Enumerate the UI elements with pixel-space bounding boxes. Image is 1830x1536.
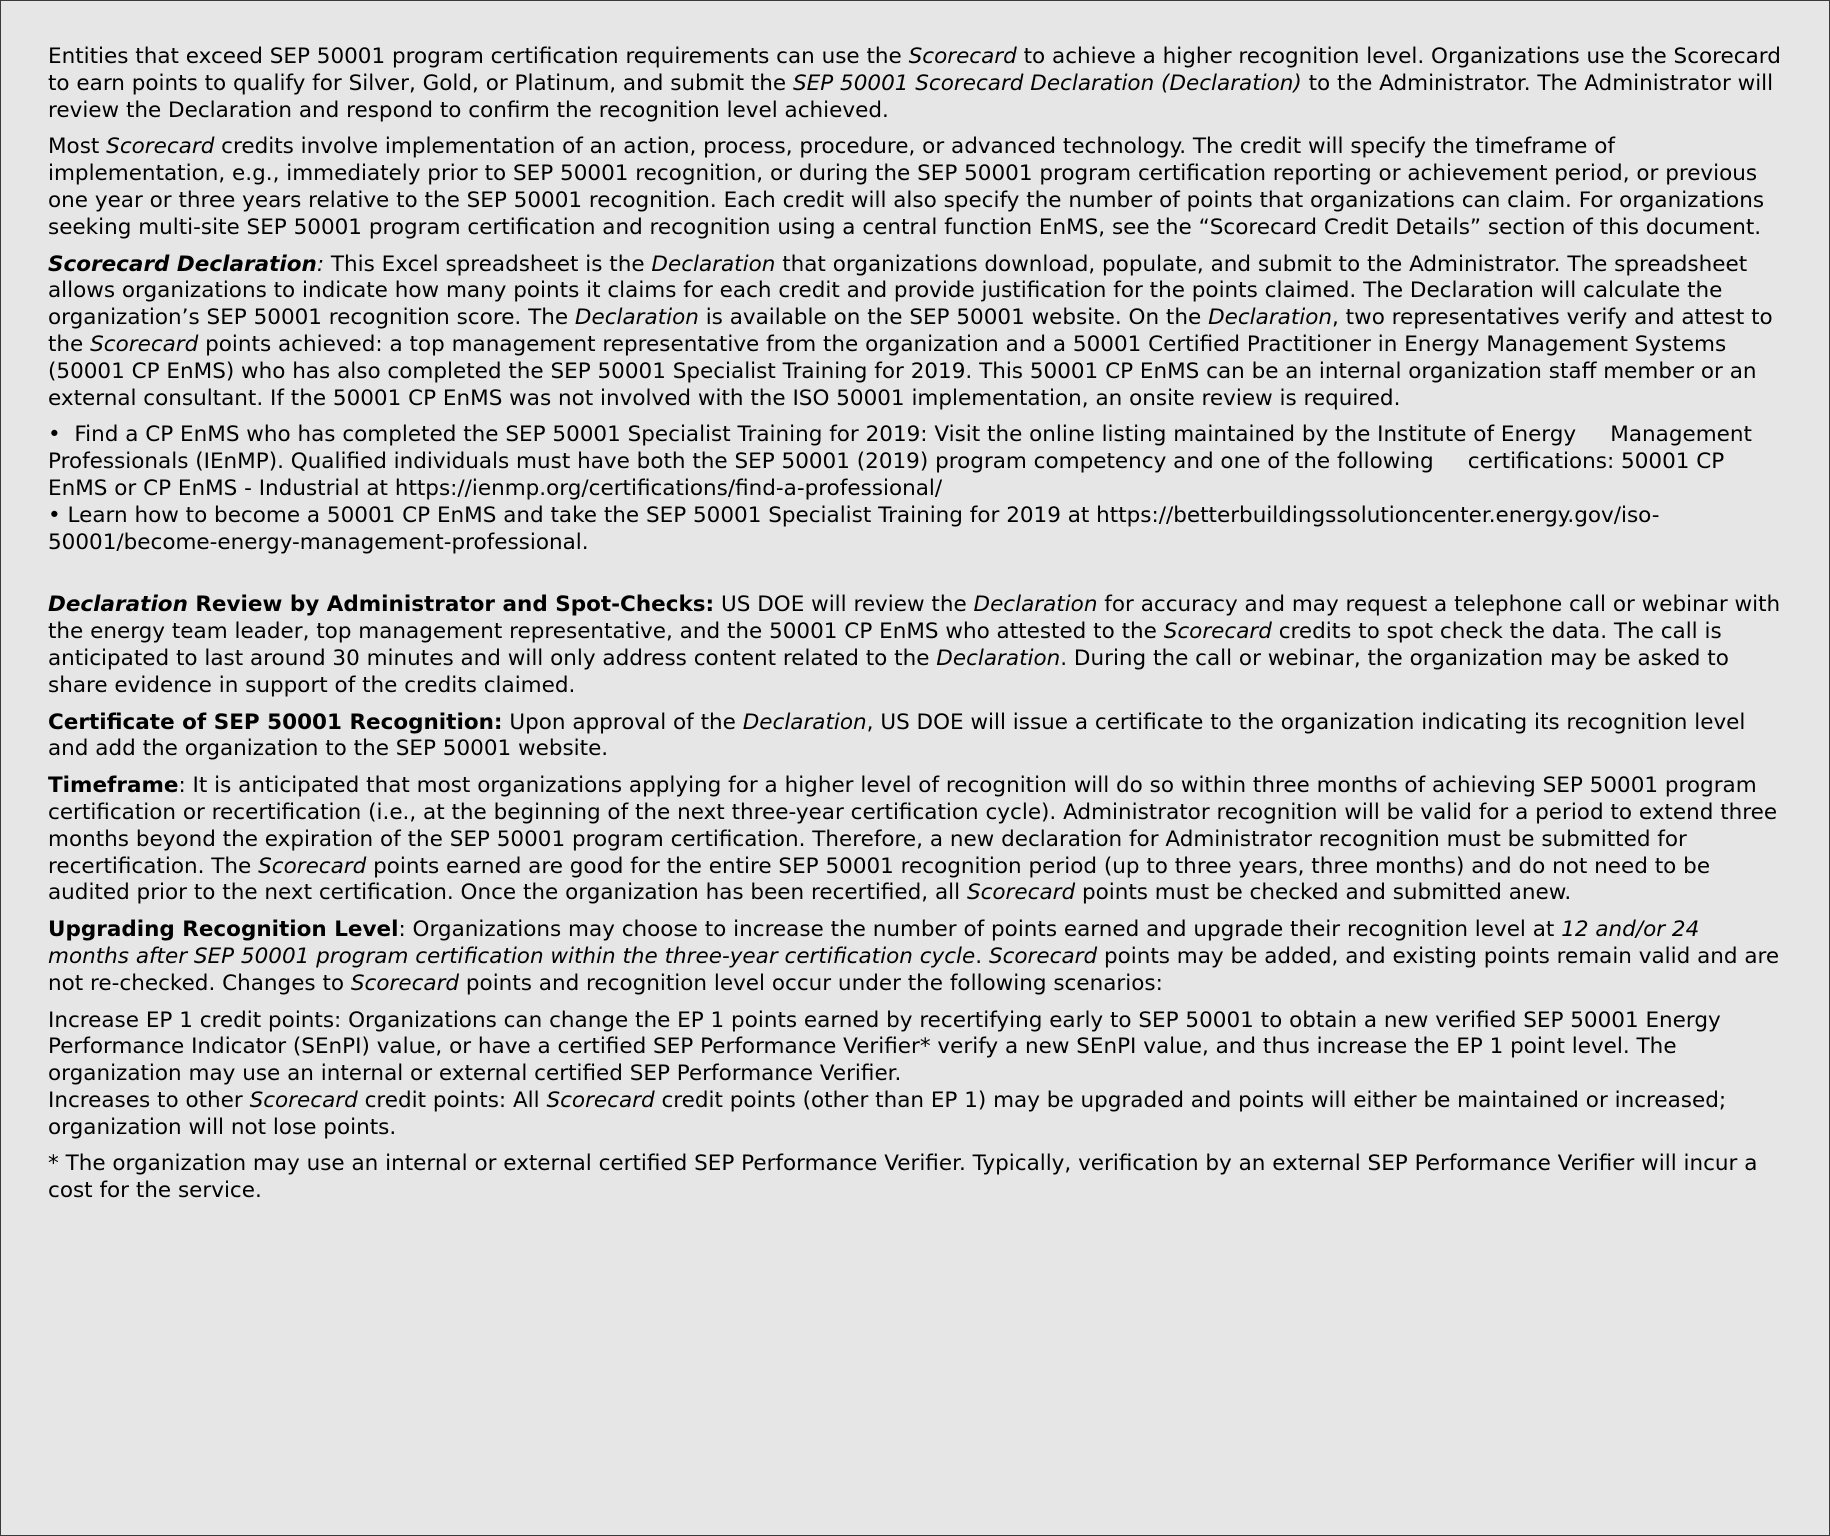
- intro-paragraph: Entities that exceed SEP 50001 program certification requirements can use the Scorecard to achieve a higher recognition level. Organizations use the Scorecard to earn points to qualify for Silver, Gold, or Platinum, and submit the SEP 50001 Scorecard Declaration (Declaration) to the Administrator. The Administrator will review the Declaration and respond to confirm the recognition level achieved.: [48, 44, 1781, 123]
- other-credits-paragraph: Increases to other Scorecard credit points: All Scorecard credit points (other than EP 1) may be upgraded and points will either be maintained or increased; organization will not lose points.: [48, 1087, 1727, 1140]
- upgrading-heading: Upgrading Recognition Level: [48, 917, 399, 943]
- bullet-item: • Find a CP EnMS who has completed the SEP 50001 Specialist Training for 2019: Visit the online listing maintained by the Institute of Energy Management Professionals (IEnMP). Qualified individuals must have both the SEP 50001 (2019) program competency and one of the following certifications: 50001 CP EnMS or CP EnMS - Industrial at https://ienmp.org/certifications/find-a-professional/: [48, 422, 1759, 501]
- scorecard-declaration-heading: Scorecard Declaration: [48, 251, 317, 277]
- bullet-item: • Learn how to become a 50001 CP EnMS and take the SEP 50001 Specialist Training for 2019 at https://betterbuildingssolutioncenter.energy.gov/iso-50001/become-energy-management-professional.: [48, 502, 1660, 555]
- credits-paragraph: Most Scorecard credits involve implementation of an action, process, procedure, or advanced technology. The credit will specify the timeframe of implementation, e.g., immediately prior to SEP 50001 recognition, or during the SEP 50001 program certification reporting or achievement period, or previous one year or three years relative to the SEP 50001 recognition. Each credit will also specify the number of points that organizations can claim. For organizations seeking multi-site SEP 50001 program certification and recognition using a central function EnMS, see the “Scorecard Credit Details” section of this document.: [48, 134, 1765, 240]
- review-heading: Declaration Review by Administrator and Spot-Checks:: [48, 592, 715, 618]
- timeframe-paragraph: Timeframe: It is anticipated that most organizations applying for a higher level of recognition will do so within three months of achieving SEP 50001 program certification or recertification (i.e., at the beginning of the next three-year certification cycle). Administrator recognition will be valid for a period to extend three months beyond the expiration of the SEP 50001 program certification. Therefore, a new declaration for Administrator recognition must be submitted for recertification. The Scorecard points earned are good for the entire SEP 50001 recognition period (up to three years, three months) and do not need to be audited prior to the next certification. Once the organization has been recertified, all Scorecard points must be checked and submitted anew.: [48, 773, 1778, 906]
- review-paragraph: Declaration Review by Administrator and Spot-Checks: US DOE will review the Declaration for accuracy and may request a telephone call or webinar with the energy team leader, top management representative, and the 50001 CP EnMS who attested to the Scorecard credits to spot check the data. The call is anticipated to last around 30 minutes and will only address content related to the Declaration. During the call or webinar, the organization may be asked to share evidence in support of the credits claimed.: [48, 592, 1781, 698]
- document-body: [48, 44, 1784, 1215]
- certificate-paragraph: Certificate of SEP 50001 Recognition: Upon approval of the Declaration, US DOE will issue a certificate to the organization indicating its recognition level and add the organization to the SEP 50001 website.: [48, 709, 1746, 762]
- certificate-heading: Certificate of SEP 50001 Recognition:: [48, 709, 503, 735]
- upgrading-paragraph: Upgrading Recognition Level: Organizations may choose to increase the number of points earned and upgrade their recognition level at 12 and/or 24 months after SEP 50001 program certification within the three-year certification cycle. Scorecard points may be added, and existing points remain valid and are not re-checked. Changes to Scorecard points and recognition level occur under the following scenarios:: [48, 917, 1780, 996]
- scorecard-declaration-paragraph: Scorecard Declaration: This Excel spreadsheet is the Declaration that organizations download, populate, and submit to the Administrator. The spreadsheet allows organizations to indicate how many points it claims for each credit and provide justification for the points claimed. The Declaration will calculate the organization’s SEP 50001 recognition score. The Declaration is available on the SEP 50001 website. On the Declaration, two representatives verify and attest to the Scorecard points achieved: a top management representative from the organization and a 50001 Certified Practitioner in Energy Management Systems (50001 CP EnMS) who has also completed the SEP 50001 Specialist Training for 2019. This 50001 CP EnMS can be an internal organization staff member or an external consultant. If the 50001 CP EnMS was not involved with the ISO 50001 implementation, an onsite review is required.: [48, 251, 1773, 411]
- ep1-paragraph: Increase EP 1 credit points: Organizations can change the EP 1 points earned by recertifying early to SEP 50001 to obtain a new verified SEP 50001 Energy Performance Indicator (SEnPI) value, or have a certified SEP Performance Verifier* verify a new SEnPI value, and thus increase the EP 1 point level. The organization may use an internal or external certified SEP Performance Verifier.: [48, 1007, 1721, 1087]
- footnote: * The organization may use an internal or external certified SEP Performance Verifier. Typically, verification by an external SEP Performance Verifier will incur a cost for the service.: [48, 1151, 1758, 1204]
- timeframe-heading: Timeframe: [48, 773, 179, 799]
